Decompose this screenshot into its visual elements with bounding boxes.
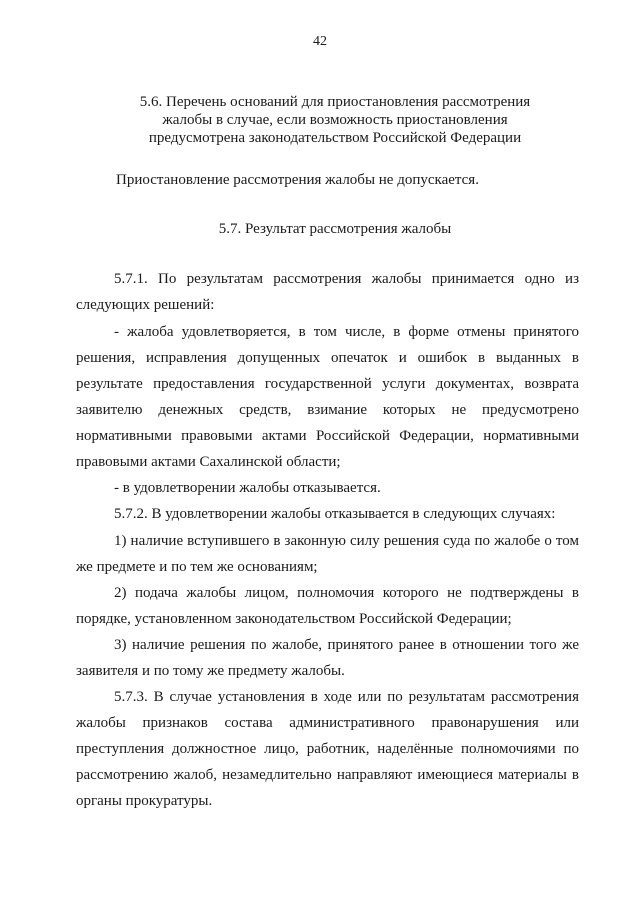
heading-line: жалобы в случае, если возможность приостановления [162,112,508,128]
paragraph-line: заявителю денежных средств, взимание которых не предусмотрено [76,402,579,418]
paragraph-line: правовыми актами Сахалинской области; [76,454,341,470]
paragraph-line: - в удовлетворении жалобы отказывается. [114,480,381,496]
paragraph-line: 5.7.3. В случае установления в ходе или по результатам рассмотрения [114,689,579,705]
paragraph-line: жалобы признаков состава административного правонарушения или [76,715,579,731]
paragraph-line: - жалоба удовлетворяется, в том числе, в форме отмены принятого [114,324,579,340]
paragraph-line: преступления должностное лицо, работник, наделённые полномочиями по [76,741,579,757]
section-5-6-text: Приостановление рассмотрения жалобы не допускается. [116,172,479,188]
paragraph-line: 1) наличие вступившего в законную силу решения суда по жалобе о том [114,533,579,549]
paragraph-line: результате предоставления государственной услуги документах, возврата [76,376,579,392]
paragraph-line: порядке, установленном законодательством Российской Федерации; [76,611,512,627]
paragraph-line: органы прокуратуры. [76,793,213,809]
paragraph-line: 2) подача жалобы лицом, полномочия которого не подтверждены в [114,585,579,601]
paragraph-line: рассмотрению жалоб, незамедлительно направляют имеющиеся материалы в [76,767,579,783]
section-5-7-heading: 5.7. Результат рассмотрения жалобы [218,221,452,237]
paragraph-line: же предмете и по тем же основаниям; [76,559,318,575]
paragraph-line: следующих решений: [76,297,215,313]
heading-line: предусмотрена законодательством Российской Федерации [148,130,522,146]
paragraph-line: 5.7.1. По результатам рассмотрения жалобы принимается одно из [114,271,579,287]
paragraph-line: 3) наличие решения по жалобе, принятого ранее в отношении того же [114,637,579,653]
page-number: 42 [313,34,327,49]
paragraph-line: нормативными правовыми актами Российской Федерации, нормативными [76,428,579,444]
section-5-6-heading [100,93,570,147]
heading-line: 5.6. Перечень оснований для приостановления рассмотрения [139,94,531,110]
paragraph-line: решения, исправления допущенных опечаток и ошибок в выданных в [76,350,579,366]
paragraph-line: заявителя и по тому же предмету жалобы. [76,663,345,679]
paragraph-line: 5.7.2. В удовлетворении жалобы отказывается в следующих случаях: [114,506,556,522]
